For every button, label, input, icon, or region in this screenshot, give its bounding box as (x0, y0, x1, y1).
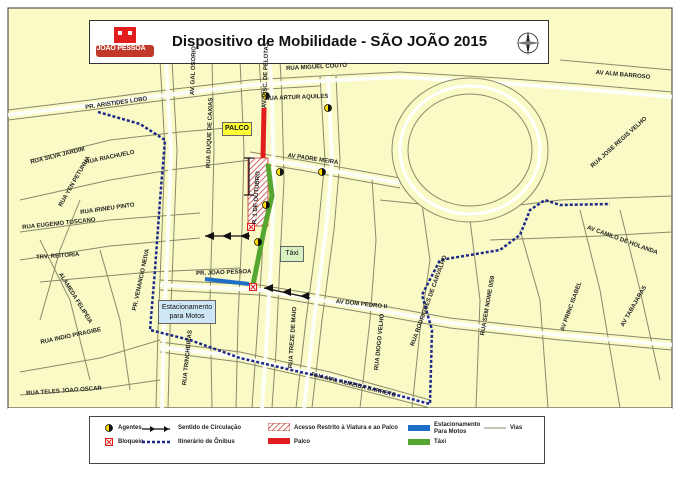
street-label: RUA MAL ALMEIDA BARRETO (310, 372, 397, 399)
street-label: RUA RIACHUELO (85, 149, 136, 166)
bus-route-icon (142, 439, 172, 445)
palco-label: PALCO (222, 122, 252, 136)
blockade-icon (104, 437, 114, 447)
street-label: TRV. REITORIA (36, 251, 80, 261)
street-label: AV PADRE MEIRA (287, 153, 339, 167)
street-label: AV TABAJARAS (620, 285, 649, 328)
moto-parking-icon (408, 425, 430, 431)
agent-icon (104, 423, 114, 433)
page-title: Dispositivo de Mobilidade - SÃO JOÃO 2015 (172, 33, 488, 50)
street-label: AV PRINC ISABEL (560, 281, 584, 333)
logo-text: JOÃO PESSOA (96, 45, 146, 52)
street-label: RUA RODRIGUES DE CARVALHO (410, 254, 449, 348)
street-label: RUA TREZE DE MAIO (288, 306, 299, 369)
street-label: RUA YEN PETUNHA (58, 155, 92, 208)
street-label: RUA DIOGO VELHO (374, 313, 386, 371)
street-label: RUA EUGENIO TOSCANO (22, 217, 96, 231)
lagoa-park (392, 78, 548, 222)
street-label: PR. JOAO PESSOA (196, 269, 252, 277)
moto-parking-label: Estacionamento para Motos (158, 300, 216, 324)
legend-agentes: Agentes (118, 425, 142, 431)
legend-bloqueio: Bloqueio (118, 439, 144, 445)
legend-palco: Palco (294, 439, 311, 445)
legend-vias: Vias (510, 425, 523, 431)
street-label: AV DOM PEDRO II (335, 299, 388, 311)
street-label: RUA SEM NOME 0/59 (480, 275, 497, 337)
legend-panel (89, 416, 545, 464)
street-label: AV. VISC. DE PELOTAS (262, 42, 271, 109)
taxi-label: Táxi (280, 246, 304, 262)
street-label: RUA TELES JOAO OSCAR (26, 385, 103, 397)
restricted-icon (268, 423, 290, 431)
street-label: RUA MIGUEL COUTO (286, 62, 348, 72)
taxi-icon (408, 439, 430, 445)
legend-taxi: Táxi (434, 439, 447, 445)
street-label: RUA TRINCHEIRAS (182, 329, 194, 386)
palco-line (263, 108, 264, 158)
logo-icon (94, 25, 156, 61)
street-label: RUA DUQUE DE CAXIAS (206, 97, 215, 169)
legend-itinerario: Itinerário de Ônibus (178, 439, 235, 445)
street-label: ALAMEDA FELIPEIA (56, 272, 93, 325)
legend-acesso: Acesso Restrito à Viatura e ao Palco (294, 425, 398, 431)
street-label: RUA JOSE REGIS VELHO (590, 116, 649, 170)
street-label: PR. VENANCIO NEIVA (132, 248, 151, 312)
road-icon (484, 426, 506, 430)
street-label: RUA INDIO PIRAGIBE (40, 327, 102, 346)
legend-sentido: Sentido de Circulação (178, 425, 242, 431)
street-label: RUA IRINEU PINTO (80, 202, 135, 216)
title-panel (89, 20, 549, 64)
compass-icon (514, 29, 542, 57)
street-label: AV CAMILO DE HOLANDA (585, 225, 659, 257)
legend-estacionamento: Estacionamento Para Motos (434, 422, 481, 435)
arrow-icon (142, 425, 172, 433)
street-label: AV. GAL OSORIO (190, 46, 198, 96)
street-label: RUA SILVA JARDIM (30, 146, 86, 166)
street-label: PR. ARISTIDES LOBO (85, 96, 148, 111)
palco-icon (268, 438, 290, 444)
street-label: RUA ARTUR AQUILES (265, 93, 329, 102)
street-label: AV ALM BARROSO (595, 70, 651, 81)
street-label: R. 1 DE OUTUBRO (252, 171, 262, 225)
